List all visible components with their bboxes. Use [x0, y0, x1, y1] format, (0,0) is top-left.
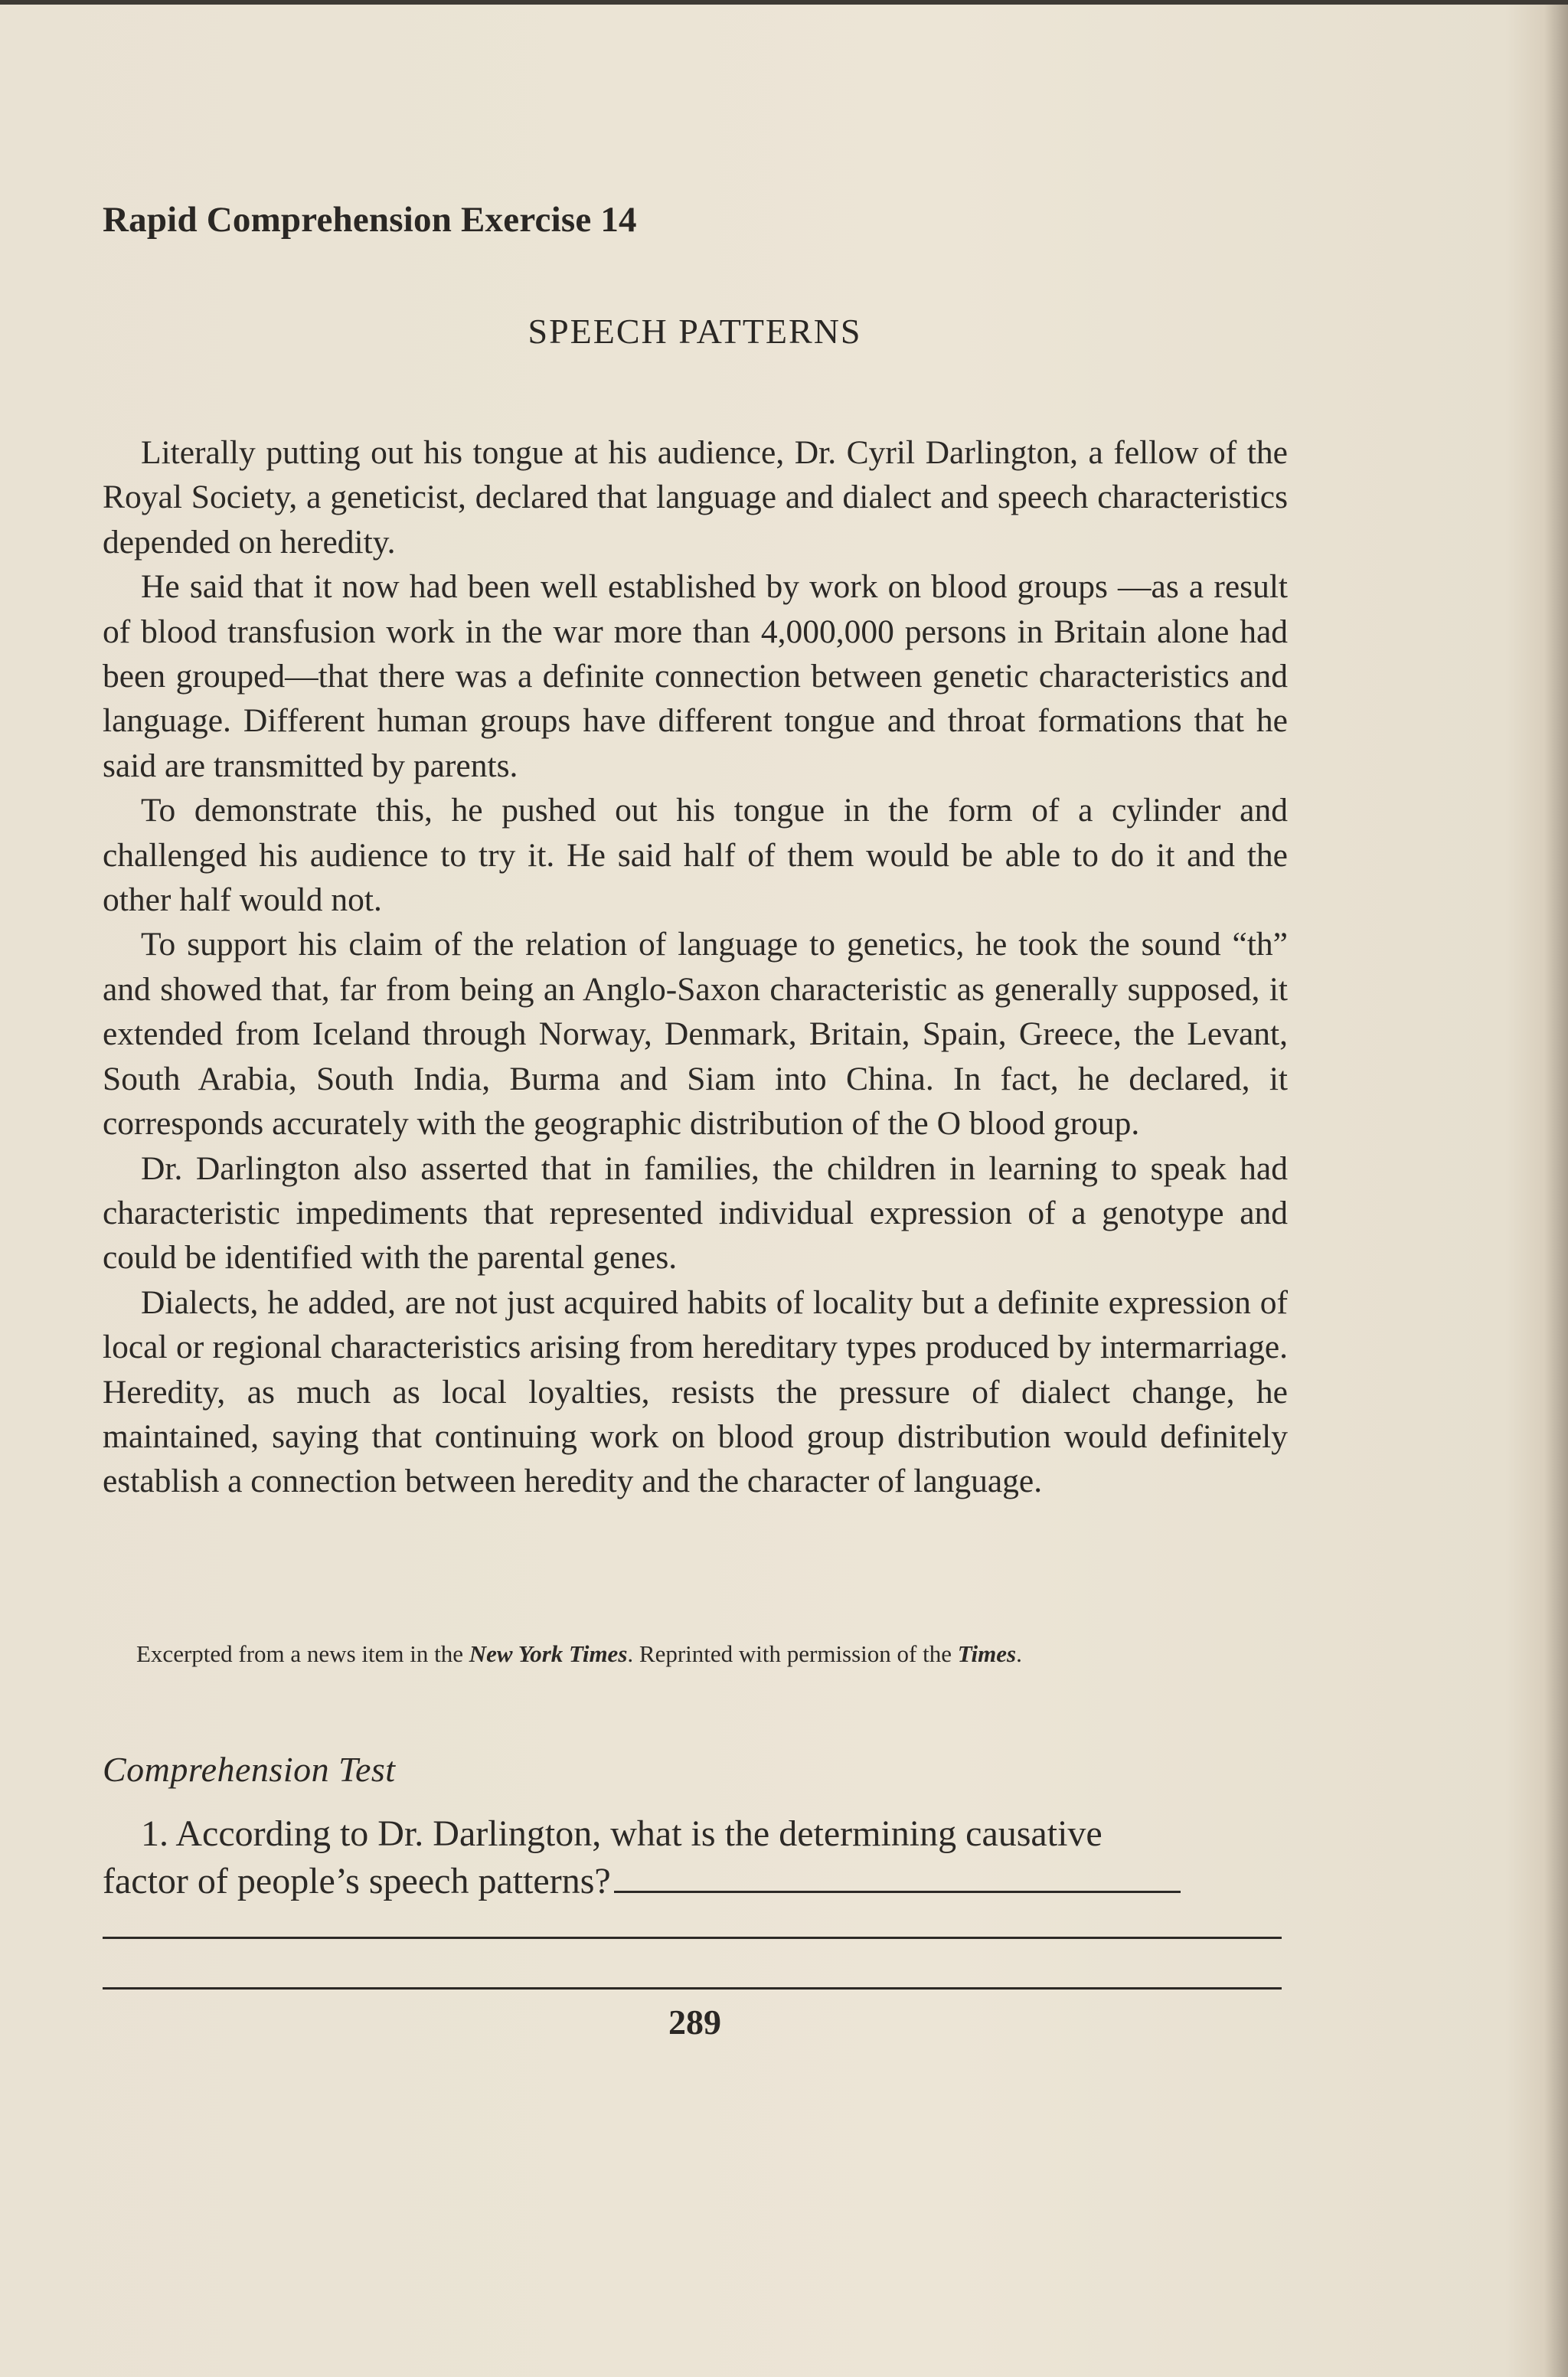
credit-short-source: Times [957, 1640, 1017, 1667]
paragraph: He said that it now had been well established by work on blood groups —as a result of blood transfusion work in the war more than 4,000,000 persons in Britain alone had been grouped—that there was a definite connection between genetic characteristics and language. Different human groups have different tongue and throat formations that he said are transmitted by parents. [103, 568, 1288, 784]
question-1-line-2-wrap [103, 1858, 1288, 1905]
answer-line[interactable] [103, 1987, 1282, 1990]
answer-line[interactable] [103, 1937, 1282, 1939]
credit-middle: . Reprinted with permission of the [627, 1640, 958, 1667]
article-title: SPEECH PATTERNS [528, 312, 862, 351]
source-credit [103, 1639, 1288, 1669]
credit-suffix: . [1016, 1640, 1022, 1667]
question-1-line-2: factor of people’s speech patterns? [103, 1861, 611, 1901]
credit-line [103, 1639, 1288, 1669]
paragraph: Literally putting out his tongue at his audience, Dr. Cyril Darlington, a fellow of the Royal Society, a geneticist, declared that language and dialect and speech characteristics depended on heredity. [103, 434, 1288, 561]
credit-prefix: Excerpted from a news item in the [136, 1640, 469, 1667]
paragraph: Dr. Darlington also asserted that in families, the children in learning to speak had characteristic impediments that represented individual expression of a genotype and could be identified with the parental genes. [103, 1149, 1288, 1277]
answer-blank[interactable] [614, 1891, 1181, 1893]
paragraph: To support his claim of the relation of language to genetics, he took the sound “th” and showed that, far from being an Anglo-Saxon characteristic as generally supposed, it extended from Iceland through Norway, Denmark, Britain, Spain, Greece, the Levant, South Arabia, South India, Burma and Siam into China. In fact, he declared, it corresponds accurately with the geographic distribution of the O blood group. [103, 926, 1288, 1143]
credit-source: New York Times [469, 1640, 628, 1667]
exercise-heading: Rapid Comprehension Exercise 14 [103, 200, 637, 240]
article-body [103, 430, 1288, 1504]
page-number: 289 [668, 2003, 721, 2042]
paragraph: To demonstrate this, he pushed out his tongue in the form of a cylinder and challenged his audience to try it. He said half of them would be able to do it and the other half would not. [103, 792, 1288, 919]
paragraph: Dialects, he added, are not just acquired habits of locality but a definite expression of local or regional characteristics arising from hereditary types produced by intermarriage. Heredity, as much as local loyalties, resists the pressure of dialect change, he maintained, saying that continuing work on blood group distribution would definitely establish a connection between heredity and the character of language. [103, 1283, 1288, 1500]
question-1 [103, 1810, 1288, 1905]
question-1-line-1: 1. According to Dr. Darlington, what is the determining causative [141, 1813, 1102, 1854]
comprehension-test-heading: Comprehension Test [103, 1750, 396, 1789]
